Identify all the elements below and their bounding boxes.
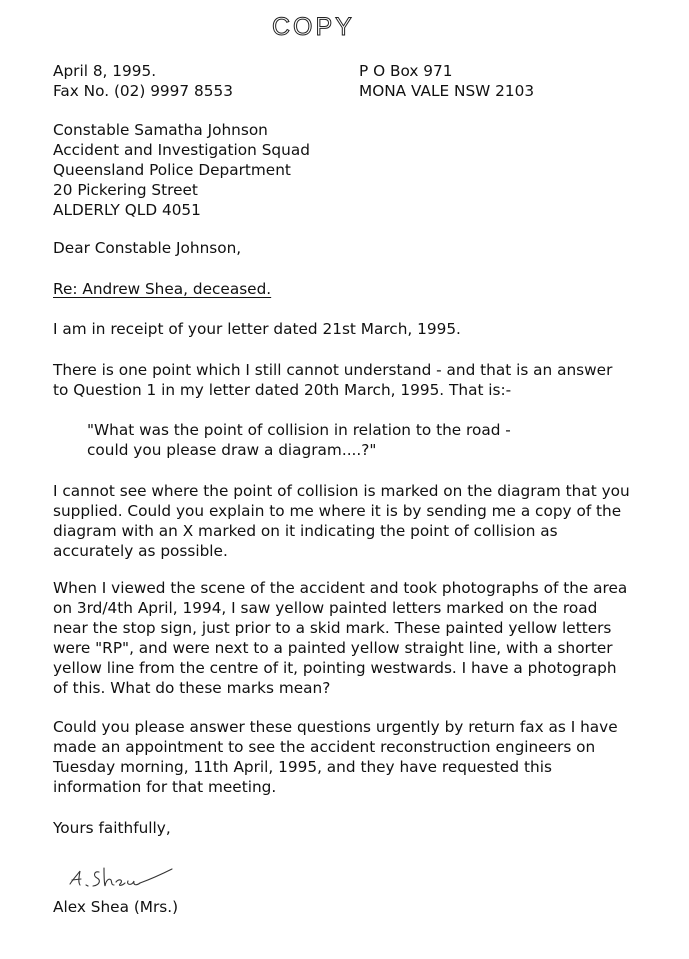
paragraph-line: yellow line from the centre of it, pointing westwards. I have a photograph	[53, 659, 617, 677]
recipient-line: ALDERLY QLD 4051	[53, 201, 201, 219]
fax-number: Fax No. (02) 9997 8553	[53, 82, 233, 100]
recipient-line: 20 Pickering Street	[53, 181, 198, 199]
paragraph-line: on 3rd/4th April, 1994, I saw yellow painted letters marked on the road	[53, 599, 598, 617]
paragraph-line: of this. What do these marks mean?	[53, 679, 331, 697]
closing-text: Yours faithfully,	[53, 819, 171, 837]
paragraph-line: I am in receipt of your letter dated 21st March, 1995.	[53, 320, 461, 338]
recipient-address	[53, 120, 310, 220]
quote-line: could you please draw a diagram....?"	[87, 441, 377, 459]
sender-address-block	[359, 61, 534, 101]
paragraph-line: When I viewed the scene of the accident and took photographs of the area	[53, 579, 628, 597]
salutation-text: Dear Constable Johnson,	[53, 239, 242, 257]
paragraph-1	[53, 319, 461, 339]
paragraph-line: to Question 1 in my letter dated 20th March, 1995. That is:-	[53, 381, 512, 399]
paragraph-line: I cannot see where the point of collision is marked on the diagram that you	[53, 482, 630, 500]
subject-line	[53, 279, 271, 299]
paragraph-line: near the stop sign, just prior to a skid mark. These painted yellow letters	[53, 619, 612, 637]
paragraph-4	[53, 578, 627, 698]
paragraph-line: made an appointment to see the accident reconstruction engineers on	[53, 738, 596, 756]
paragraph-line: There is one point which I still cannot understand - and that is an answer	[53, 361, 613, 379]
paragraph-5	[53, 717, 618, 797]
paragraph-3	[53, 481, 630, 561]
po-box: P O Box 971	[359, 62, 453, 80]
paragraph-2	[53, 360, 612, 400]
recipient-line: Queensland Police Department	[53, 161, 291, 179]
closing	[53, 818, 171, 838]
recipient-line: Constable Samatha Johnson	[53, 121, 268, 139]
paragraph-line: accurately as possible.	[53, 542, 228, 560]
paragraph-line: supplied. Could you explain to me where it is by sending me a copy of the	[53, 502, 622, 520]
subject-text: Re: Andrew Shea, deceased.	[53, 280, 272, 298]
paragraph-line: information for that meeting.	[53, 778, 277, 796]
sender-town: MONA VALE NSW 2103	[359, 82, 535, 100]
paragraph-line: Tuesday morning, 11th April, 1995, and they have requested this	[53, 758, 552, 776]
handwritten-signature	[66, 858, 176, 892]
letter-date: April 8, 1995.	[53, 62, 157, 80]
signer-name	[53, 897, 178, 917]
quote-line: "What was the point of collision in relation to the road -	[87, 421, 511, 439]
recipient-line: Accident and Investigation Squad	[53, 141, 310, 159]
salutation	[53, 238, 241, 258]
signer-name-text: Alex Shea (Mrs.)	[53, 898, 179, 916]
copy-stamp: COPY	[272, 13, 355, 41]
paragraph-line: were "RP", and were next to a painted yellow straight line, with a shorter	[53, 639, 613, 657]
sender-date-block	[53, 61, 233, 101]
paragraph-line: diagram with an X marked on it indicating the point of collision as	[53, 522, 558, 540]
paragraph-line: Could you please answer these questions urgently by return fax as I have	[53, 718, 618, 736]
quoted-question	[87, 420, 511, 460]
